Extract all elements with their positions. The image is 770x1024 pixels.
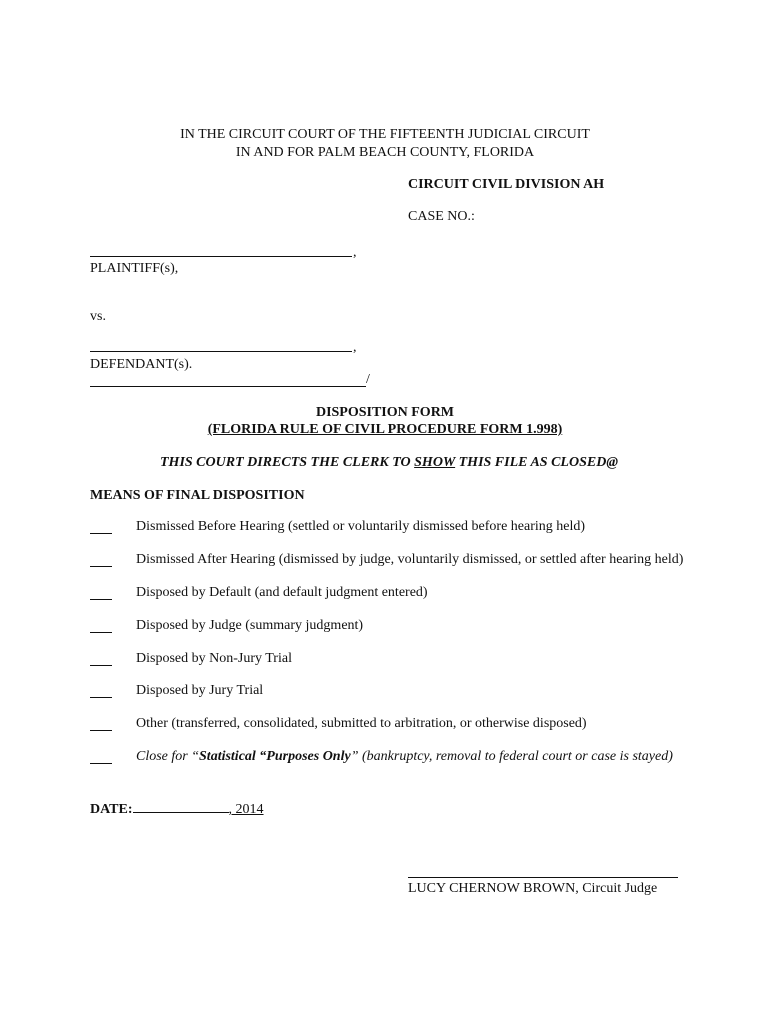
option-blank[interactable] <box>90 632 112 633</box>
option-other: Other (transferred, consolidated, submitted to arbitration, or otherwise disposed) <box>136 716 587 731</box>
directive-show-word: SHOW <box>414 455 456 470</box>
defendant-label: DEFENDANT(s). <box>90 357 193 372</box>
section-heading: MEANS OF FINAL DISPOSITION <box>90 488 305 503</box>
division-label: CIRCUIT CIVIL DIVISION AH <box>408 177 605 192</box>
date-input-line[interactable] <box>133 800 229 813</box>
option-dismissed-before-hearing: Dismissed Before Hearing (settled or voluntarily dismissed before hearing held) <box>136 519 586 534</box>
caption-slash: / <box>366 372 370 387</box>
form-subtitle: (FLORIDA RULE OF CIVIL PROCEDURE FORM 1.998) <box>207 422 563 437</box>
option-blank[interactable] <box>90 533 112 534</box>
date-year: , 2014 <box>228 802 264 817</box>
option-statistical-purposes <box>136 750 673 764</box>
option-blank[interactable] <box>90 599 112 600</box>
directive-text-after: THIS FILE AS CLOSED@ <box>455 455 618 470</box>
date-label: DATE: <box>90 802 133 817</box>
versus-label: vs. <box>90 309 106 324</box>
clerk-directive <box>160 456 618 470</box>
court-line-2: IN AND FOR PALM BEACH COUNTY, FLORIDA <box>235 145 535 160</box>
defendant-name-line <box>90 351 352 352</box>
date-row <box>90 800 264 817</box>
defendant-comma: , <box>353 340 357 355</box>
option-disposed-by-default: Disposed by Default (and default judgment entered) <box>136 585 428 600</box>
caption-closing-line <box>90 386 366 387</box>
directive-text-before: THIS COURT DIRECTS THE CLERK TO <box>160 455 415 470</box>
option-disposed-by-judge: Disposed by Judge (summary judgment) <box>136 618 364 633</box>
plaintiff-comma: , <box>353 245 357 260</box>
plaintiff-label: PLAINTIFF(s), <box>90 261 179 276</box>
signature-line[interactable] <box>408 877 678 878</box>
option-blank[interactable] <box>90 697 112 698</box>
option-non-jury-trial: Disposed by Non-Jury Trial <box>136 651 292 666</box>
plaintiff-name-line <box>90 256 352 257</box>
statistical-suffix: ” (bankruptcy, removal to federal court or case is stayed) <box>350 749 673 764</box>
option-blank[interactable] <box>90 665 112 666</box>
form-title: DISPOSITION FORM <box>315 405 455 420</box>
judge-name: LUCY CHERNOW BROWN, Circuit Judge <box>408 881 658 896</box>
court-line-1: IN THE CIRCUIT COURT OF THE FIFTEENTH JUDICIAL CIRCUIT <box>180 127 590 142</box>
option-jury-trial: Disposed by Jury Trial <box>136 683 264 698</box>
option-blank[interactable] <box>90 730 112 731</box>
option-blank[interactable] <box>90 566 112 567</box>
statistical-bold-text: Statistical “Purposes Only <box>199 749 351 764</box>
statistical-prefix: Close for “ <box>136 749 200 764</box>
case-number-label: CASE NO.: <box>408 209 475 224</box>
option-blank[interactable] <box>90 763 112 764</box>
option-dismissed-after-hearing: Dismissed After Hearing (dismissed by judge, voluntarily dismissed, or settled after hearing held) <box>136 552 684 567</box>
